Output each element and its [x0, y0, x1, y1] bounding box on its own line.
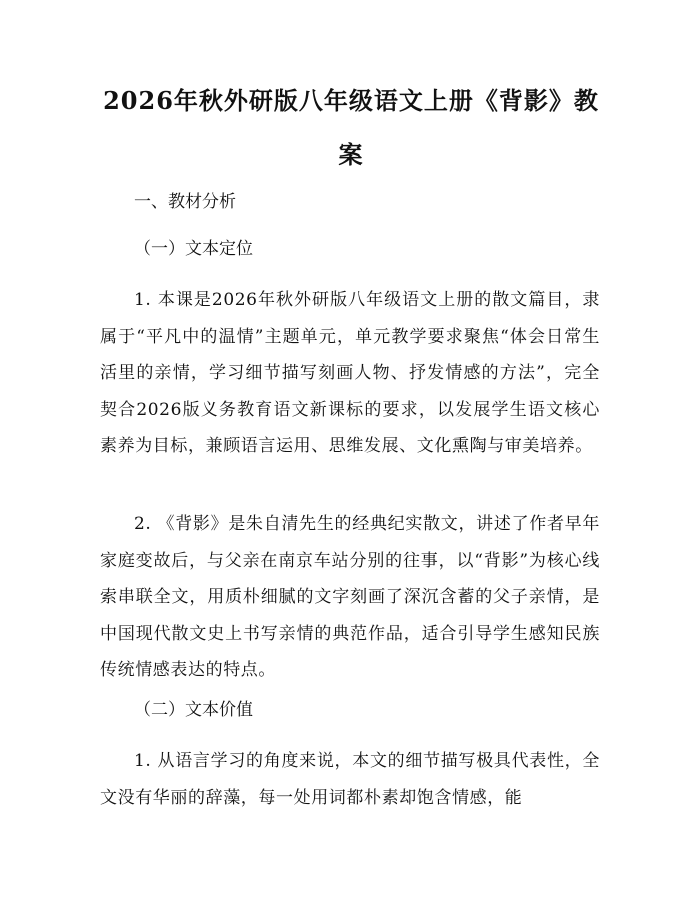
paragraph-2: 2. 《背影》是朱自清先生的经典纪实散文，讲述了作者早年家庭变故后，与父亲在南京车站分别的往事，以“背影”为核心线索串联全文，用质朴细腻的文字刻画了深沉含蓄的父子亲情，是中国现代散文史上书写亲情的典范作品，适合引导学生感知民族传统情感表达的特点。: [100, 514, 600, 680]
subsection-heading-text-value: （二）文本价值: [134, 700, 253, 720]
document-title: 2026年秋外研版八年级语文上册《背影》教案: [103, 86, 599, 169]
section-heading-textbook-analysis: 一、教材分析: [134, 192, 236, 212]
paragraph-3: 1. 从语言学习的角度来说，本文的细节描写极具代表性，全文没有华丽的辞藻，每一处用词都朴素却饱含情感，能: [100, 751, 600, 808]
subsection-heading-text-positioning: （一）文本定位: [134, 239, 253, 259]
paragraph-1: 1. 本课是2026年秋外研版八年级语文上册的散文篇目，隶属于“平凡中的温情”主题单元，单元教学要求聚焦“体会日常生活里的亲情，学习细节描写刻画人物、抒发情感的方法”，完全契合2026版义务教育语文新课标的要求，以发展学生语文核心素养为目标，兼顾语言运用、思维发展、文化熏陶与审美培养。: [100, 290, 600, 456]
